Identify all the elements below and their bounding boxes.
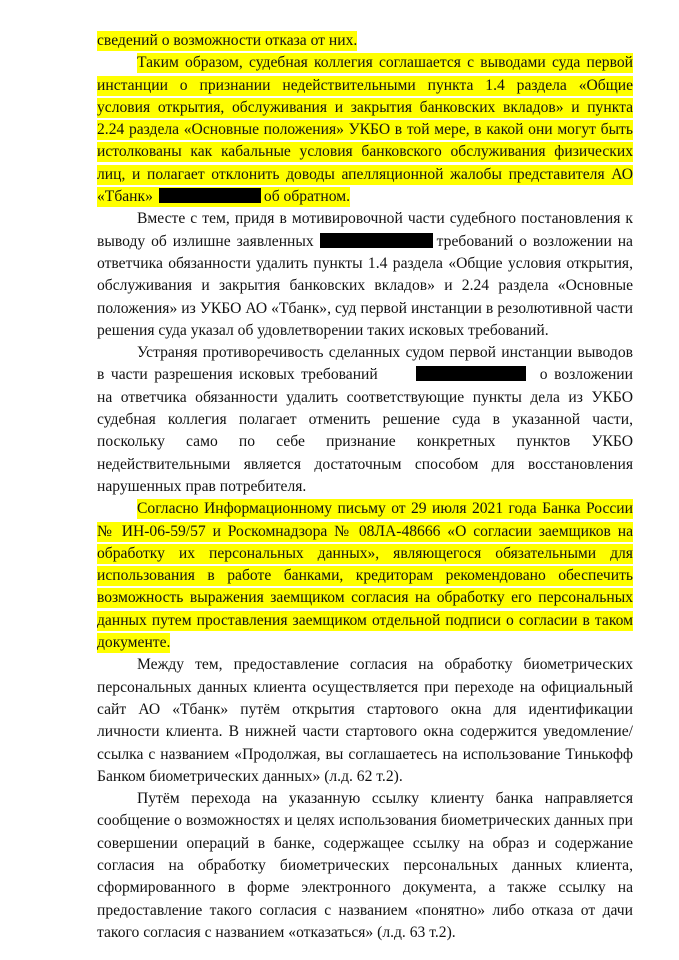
highlighted-text <box>97 53 633 207</box>
paragraph-link-transition <box>97 788 633 944</box>
redaction-block <box>320 233 433 248</box>
document-page <box>97 30 633 944</box>
paragraph-biometric-consent <box>97 654 633 788</box>
paragraph-text: об обратном. <box>263 188 351 206</box>
paragraph-continuation <box>97 30 633 52</box>
redaction-block <box>416 366 526 381</box>
paragraph-info-letter <box>97 498 633 654</box>
paragraph-text: о возложении на ответчика обязанности удалить соответствующие пункты дела из УКБО судебная коллегия полагает отменить решение суда в указанной части, поскольку само по себе признание конкретных пунктов УКБО недействительными является достаточным способом для восстановления нарушенных прав потребителя. <box>97 366 633 495</box>
redaction-block <box>159 188 261 203</box>
paragraph-text: Вместе с тем, придя в мотивировочной части судебного постановления к выводу об излишне заявленных <box>97 210 633 250</box>
highlighted-text: Согласно Информационному письму от 29 июля 2021 года Банка России № ИН-06-59/57 и Роскомнадзора № 08ЛА-48666 «О согласии заемщиков на обработку их персональных данных», являющегося обязательными для использования в работе банками, кредиторам рекомендовано обеспечить возможность выражения заемщиком согласия на обработку его персональных данных путем проставления заемщиком отдельной подписи о согласии в таком документе. <box>97 500 633 652</box>
paragraph-contradiction <box>97 342 633 498</box>
paragraph-text: требований о возложении на ответчика обязанности удалить пункты 1.4 раздела «Общие условия открытия, обслуживания и закрытия банковских вкладов» и 2.24 раздела «Основные положения» из УКБО АО «Тбанк», суд первой инстанции в резолютивной части решения суда указал об удовлетворении таких исковых требований. <box>97 232 633 339</box>
paragraph-text: Таким образом, судебная коллегия соглашается с выводами суда первой инстанции о признании недействительными пункта 1.4 раздела «Общие условия открытия, обслуживания и закрытия банковских вкладов» и пункта 2.24 раздела «Основные положения» УКБО в той мере, в какой они могут быть истолкованы как кабальные условия банковского обслуживания физических лиц, и полагает отклонить доводы апелляционной жалобы представителя АО «Тбанк» <box>97 54 633 206</box>
paragraph-text: Между тем, предоставление согласия на обработку биометрических персональных данных клиента осуществляется при переходе на официальный сайт АО «Тбанк» путём открытия стартового окна для идентификации личности клиента. В нижней части стартового окна содержится уведомление/ссылка с названием «Продолжая, вы соглашаетесь на использование Тинькофф Банком биометрических данных» (л.д. 62 т.2). <box>97 656 633 785</box>
paragraph-motivation <box>97 208 633 342</box>
paragraph-court-conclusion <box>97 52 633 208</box>
paragraph-text: Путём перехода на указанную ссылку клиенту банка направляется сообщение о возможностях и целях использования биометрических данных при совершении операций в банке, содержащее ссылку на образ и содержание согласия на обработку биометрических персональных данных клиента, сформированного в форме электронного документа, а также ссылку на предоставление такого согласия с названием «понятно» либо отказа от дачи такого согласия с названием «отказаться» (л.д. 63 т.2). <box>97 790 633 941</box>
paragraph-text: Устраняя противоречивость сделанных судом первой инстанции выводов в части разрешения исковых требований <box>97 344 633 384</box>
highlighted-text: сведений о возможности отказа от них. <box>97 32 358 49</box>
